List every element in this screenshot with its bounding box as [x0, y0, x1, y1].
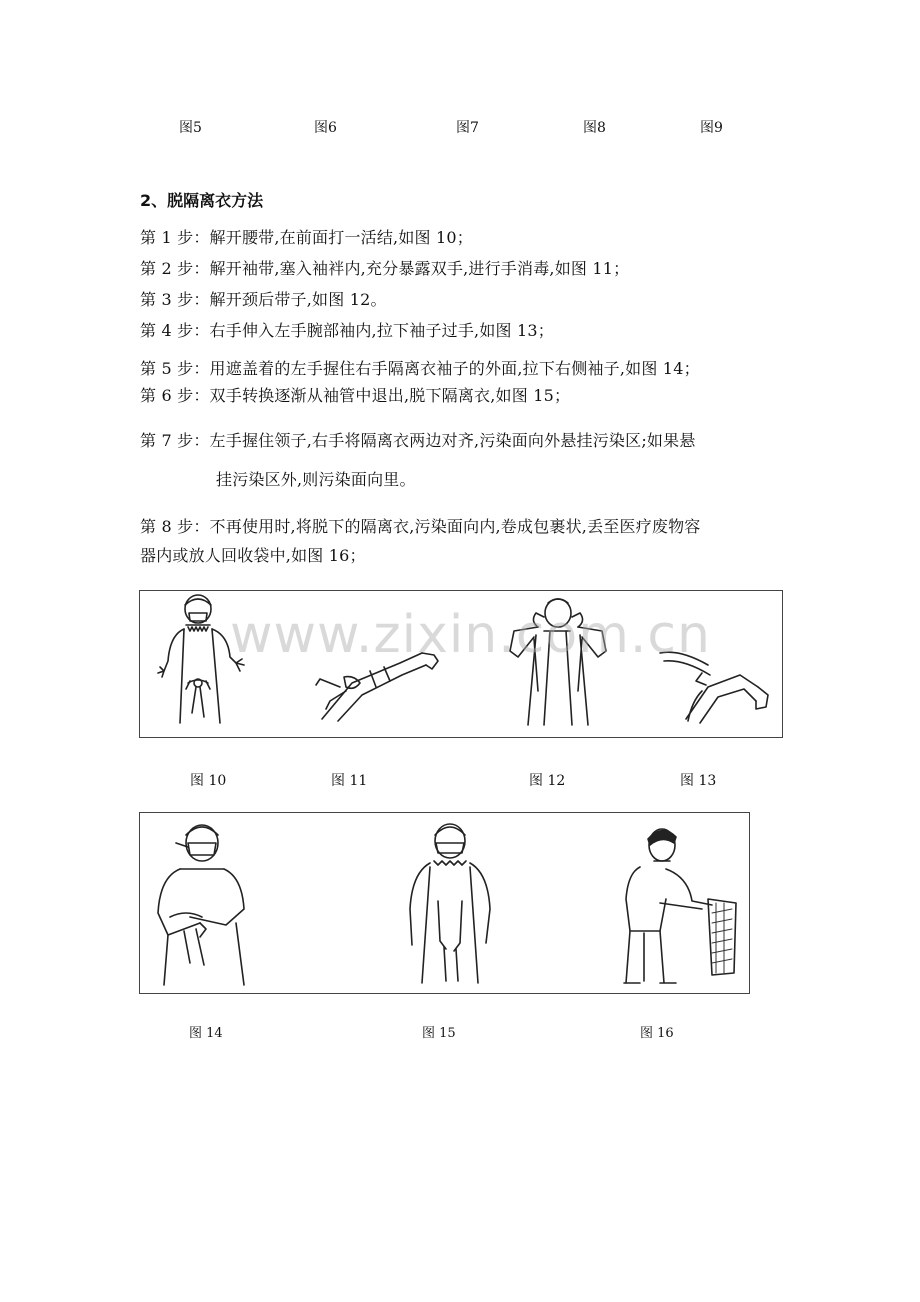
- caption-fig15: 图 15: [422, 1026, 456, 1041]
- caption-fig11: 图 11: [331, 773, 368, 789]
- caption-fig6: 图6: [314, 120, 337, 136]
- step-8-continued: 器内或放人回收袋中,如图 16；: [140, 546, 366, 565]
- caption-fig14: 图 14: [189, 1026, 223, 1041]
- caption-fig10: 图 10: [190, 773, 227, 789]
- caption-fig13: 图 13: [680, 773, 717, 789]
- caption-fig16: 图 16: [640, 1026, 674, 1041]
- watermark: www.zixin.com.cn: [230, 605, 711, 665]
- step-1: 第 1 步：解开腰带,在前面打一活结,如图 10；: [140, 228, 473, 247]
- step-5: 第 5 步：用遮盖着的左手握住右手隔离衣袖子的外面,拉下右侧袖子,如图 14；: [140, 359, 700, 378]
- step-4: 第 4 步：右手伸入左手腕部袖内,拉下袖子过手,如图 13；: [140, 321, 554, 340]
- step-6: 第 6 步：双手转换逐渐从袖管中退出,脱下隔离衣,如图 15；: [140, 386, 571, 405]
- step-3: 第 3 步：解开颈后带子,如图 12。: [140, 290, 387, 309]
- figure-row-2-illustration: [140, 813, 751, 995]
- caption-fig9: 图9: [700, 120, 723, 136]
- caption-fig12: 图 12: [529, 773, 566, 789]
- fig15-illustration: [410, 824, 490, 983]
- step-2: 第 2 步：解开袖带,塞入袖袢内,充分暴露双手,进行手消毒,如图 11；: [140, 259, 630, 278]
- figure-row-1: [139, 590, 783, 738]
- caption-fig7: 图7: [456, 120, 479, 136]
- section-heading: 2、脱隔离衣方法: [140, 191, 264, 210]
- fig16-illustration: [624, 829, 736, 983]
- step-8: 第 8 步：不再使用时,将脱下的隔离衣,污染面向内,卷成包裹状,丢至医疗废物容: [140, 517, 701, 536]
- step-7: 第 7 步：左手握住领子,右手将隔离衣两边对齐,污染面向外悬挂污染区;如果悬: [140, 431, 696, 450]
- caption-fig5: 图5: [179, 120, 202, 136]
- fig14-illustration: [158, 825, 244, 985]
- figure-row-2: [139, 812, 750, 994]
- step-7-continued: 挂污染区外,则污染面向里。: [216, 470, 416, 489]
- caption-fig8: 图8: [583, 120, 606, 136]
